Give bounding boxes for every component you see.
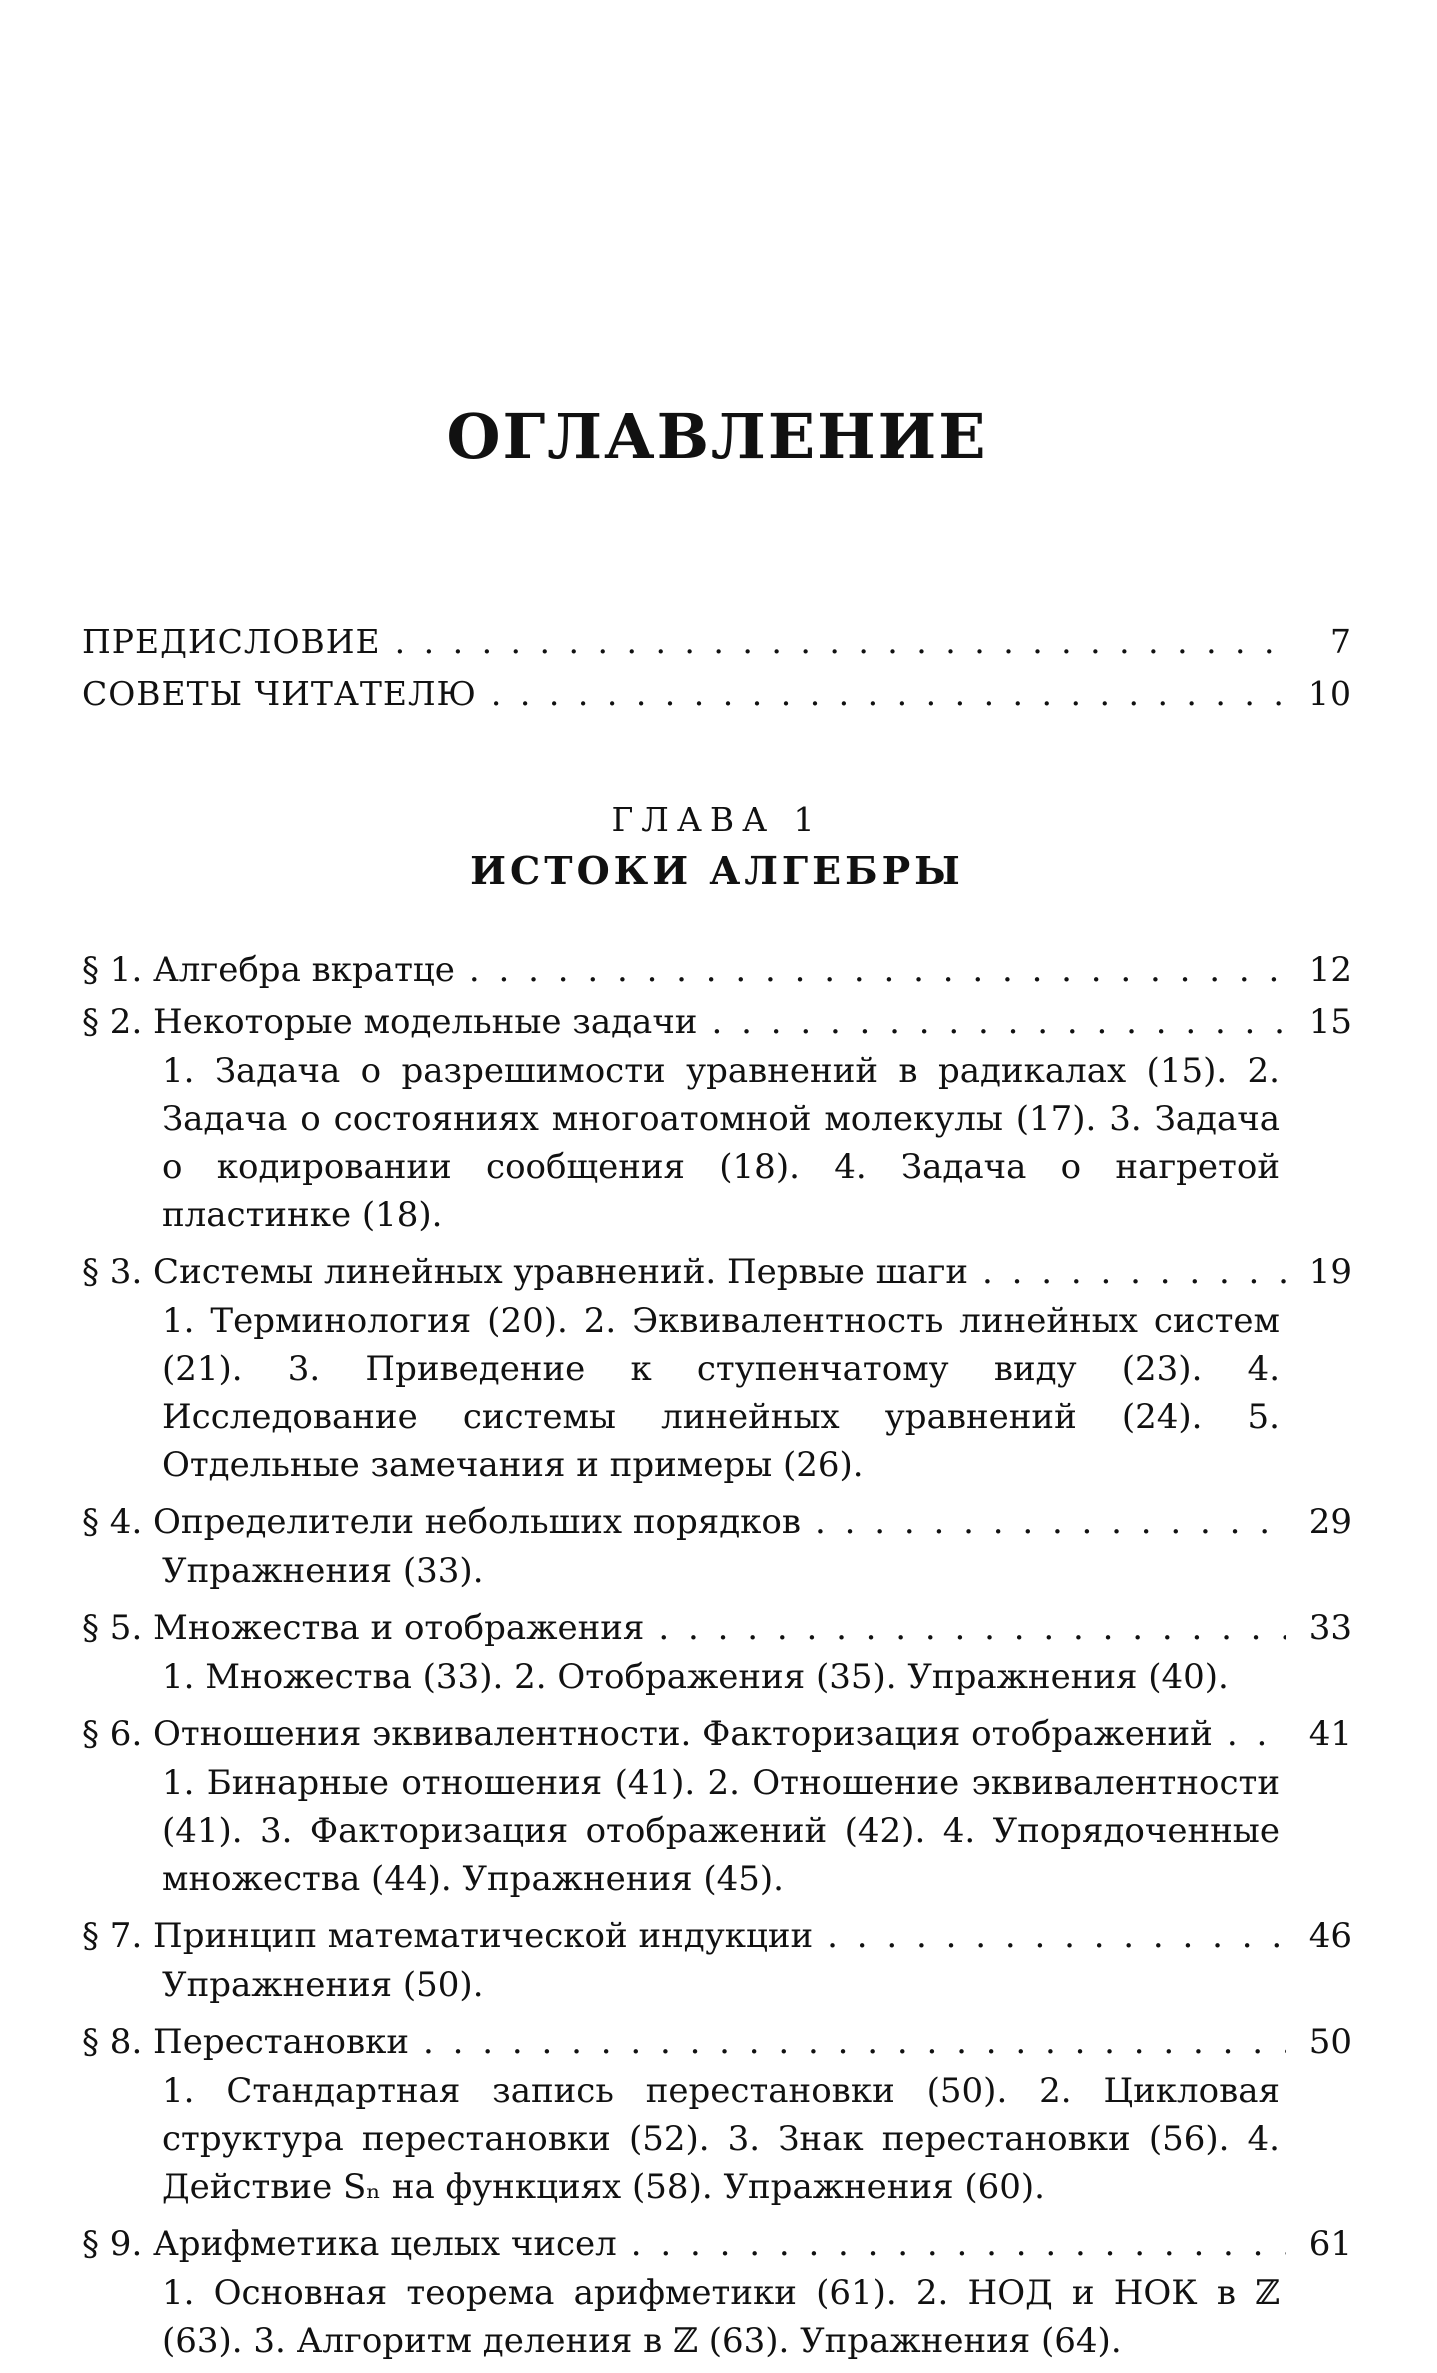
section-page: 15 (1308, 1002, 1352, 1042)
section-subtopics: 1. Основная теорема арифметики (61). 2. НОД и НОК в ℤ (63). 3. Алгоритм деления в ℤ (63). Упражнения (64). (162, 2273, 1280, 2361)
toc-entry-page: 10 (1308, 674, 1352, 713)
dot-leader (711, 997, 1286, 1047)
section-label: § 9. Арифметика целых чисел (82, 2224, 617, 2264)
section-label: § 2. Некоторые модельные задачи (82, 1002, 698, 1042)
section-heading-line (82, 2219, 1352, 2269)
toc-entry-preface[interactable] (82, 616, 1352, 668)
section-page: 29 (1308, 1502, 1352, 1542)
front-matter-list (82, 616, 1352, 720)
section-label: § 1. Алгебра вкратце (82, 950, 455, 990)
section-subtopics: 1. Бинарные отношения (41). 2. Отношение эквивалентности (41). 3. Факторизация отображений (42). 4. Упорядоченные множества (44). Упражнения (45). (162, 1763, 1280, 1899)
chapter-title: ИСТОКИ АЛГЕБРЫ (470, 848, 964, 893)
dot-leader (631, 2219, 1286, 2269)
section-entry[interactable] (82, 1911, 1352, 2009)
section-subtopics: 1. Множества (33). 2. Отображения (35). Упражнения (40). (162, 1657, 1229, 1697)
section-heading-line (82, 1911, 1352, 1961)
section-label: § 6. Отношения эквивалентности. Факторизация отображений (82, 1714, 1213, 1754)
section-page: 41 (1308, 1714, 1352, 1754)
dot-leader (827, 1911, 1286, 1961)
section-page: 12 (1308, 950, 1352, 990)
section-heading-line (82, 945, 1352, 995)
section-heading-line (82, 1247, 1352, 1297)
dot-leader (491, 668, 1286, 720)
toc-entry-label: ПРЕДИСЛОВИЕ (82, 622, 381, 661)
section-subtopics: 1. Задача о разрешимости уравнений в радикалах (15). 2. Задача о состояниях многоатомной молекулы (17). 3. Задача о кодировании сообщения (18). 4. Задача о нагретой пластинке (18). (162, 1051, 1280, 1235)
section-entry[interactable] (82, 1603, 1352, 1701)
section-heading-line (82, 997, 1352, 1047)
section-entry[interactable] (82, 2017, 1352, 2211)
dot-leader (1227, 1709, 1286, 1759)
section-entry[interactable] (82, 1247, 1352, 1489)
toc-page (82, 0, 1352, 2361)
section-page: 46 (1308, 1916, 1352, 1956)
section-page: 19 (1308, 1252, 1352, 1292)
section-page: 50 (1308, 2022, 1352, 2062)
toc-entry-label: СОВЕТЫ ЧИТАТЕЛЮ (82, 674, 477, 713)
section-subtopics: 1. Терминология (20). 2. Эквивалентность линейных систем (21). 3. Приведение к ступенчатому виду (23). 4. Исследование системы линейных уравнений (24). 5. Отдельные замечания и примеры (26). (162, 1301, 1280, 1485)
section-subtopics: 1. Стандартная запись перестановки (50). 2. Цикловая структура перестановки (52). 3. Знак перестановки (56). 4. Действие Sₙ на функциях (58). Упражнения (60). (162, 2071, 1280, 2207)
section-entry[interactable] (82, 2219, 1352, 2365)
dot-leader (423, 2017, 1286, 2067)
dot-leader (469, 945, 1286, 995)
toc-entry-page: 7 (1330, 622, 1352, 661)
dot-leader (815, 1497, 1286, 1547)
section-entry[interactable] (82, 945, 1352, 995)
section-label: § 5. Множества и отображения (82, 1608, 645, 1648)
section-page: 33 (1308, 1608, 1352, 1648)
section-heading-line (82, 1497, 1352, 1547)
page-title: ОГЛАВЛЕНИЕ (446, 400, 988, 473)
section-subtopics: Упражнения (50). (162, 1965, 484, 2005)
section-heading-line (82, 1603, 1352, 1653)
chapter-label: ГЛАВА 1 (611, 800, 823, 839)
section-list (82, 945, 1352, 2373)
section-entry[interactable] (82, 1709, 1352, 1903)
section-label: § 3. Системы линейных уравнений. Первые шаги (82, 1252, 969, 1292)
section-heading-line (82, 2017, 1352, 2067)
dot-leader (982, 1247, 1286, 1297)
toc-entry-advice[interactable] (82, 668, 1352, 720)
dot-leader (658, 1603, 1286, 1653)
section-page: 61 (1308, 2224, 1352, 2264)
section-label: § 7. Принцип математической индукции (82, 1916, 814, 1956)
section-label: § 4. Определители небольших порядков (82, 1502, 802, 1542)
section-subtopics: Упражнения (33). (162, 1551, 484, 1591)
section-entry[interactable] (82, 997, 1352, 1239)
dot-leader (395, 616, 1286, 668)
section-label: § 8. Перестановки (82, 2022, 410, 2062)
section-entry[interactable] (82, 1497, 1352, 1595)
section-heading-line (82, 1709, 1352, 1759)
